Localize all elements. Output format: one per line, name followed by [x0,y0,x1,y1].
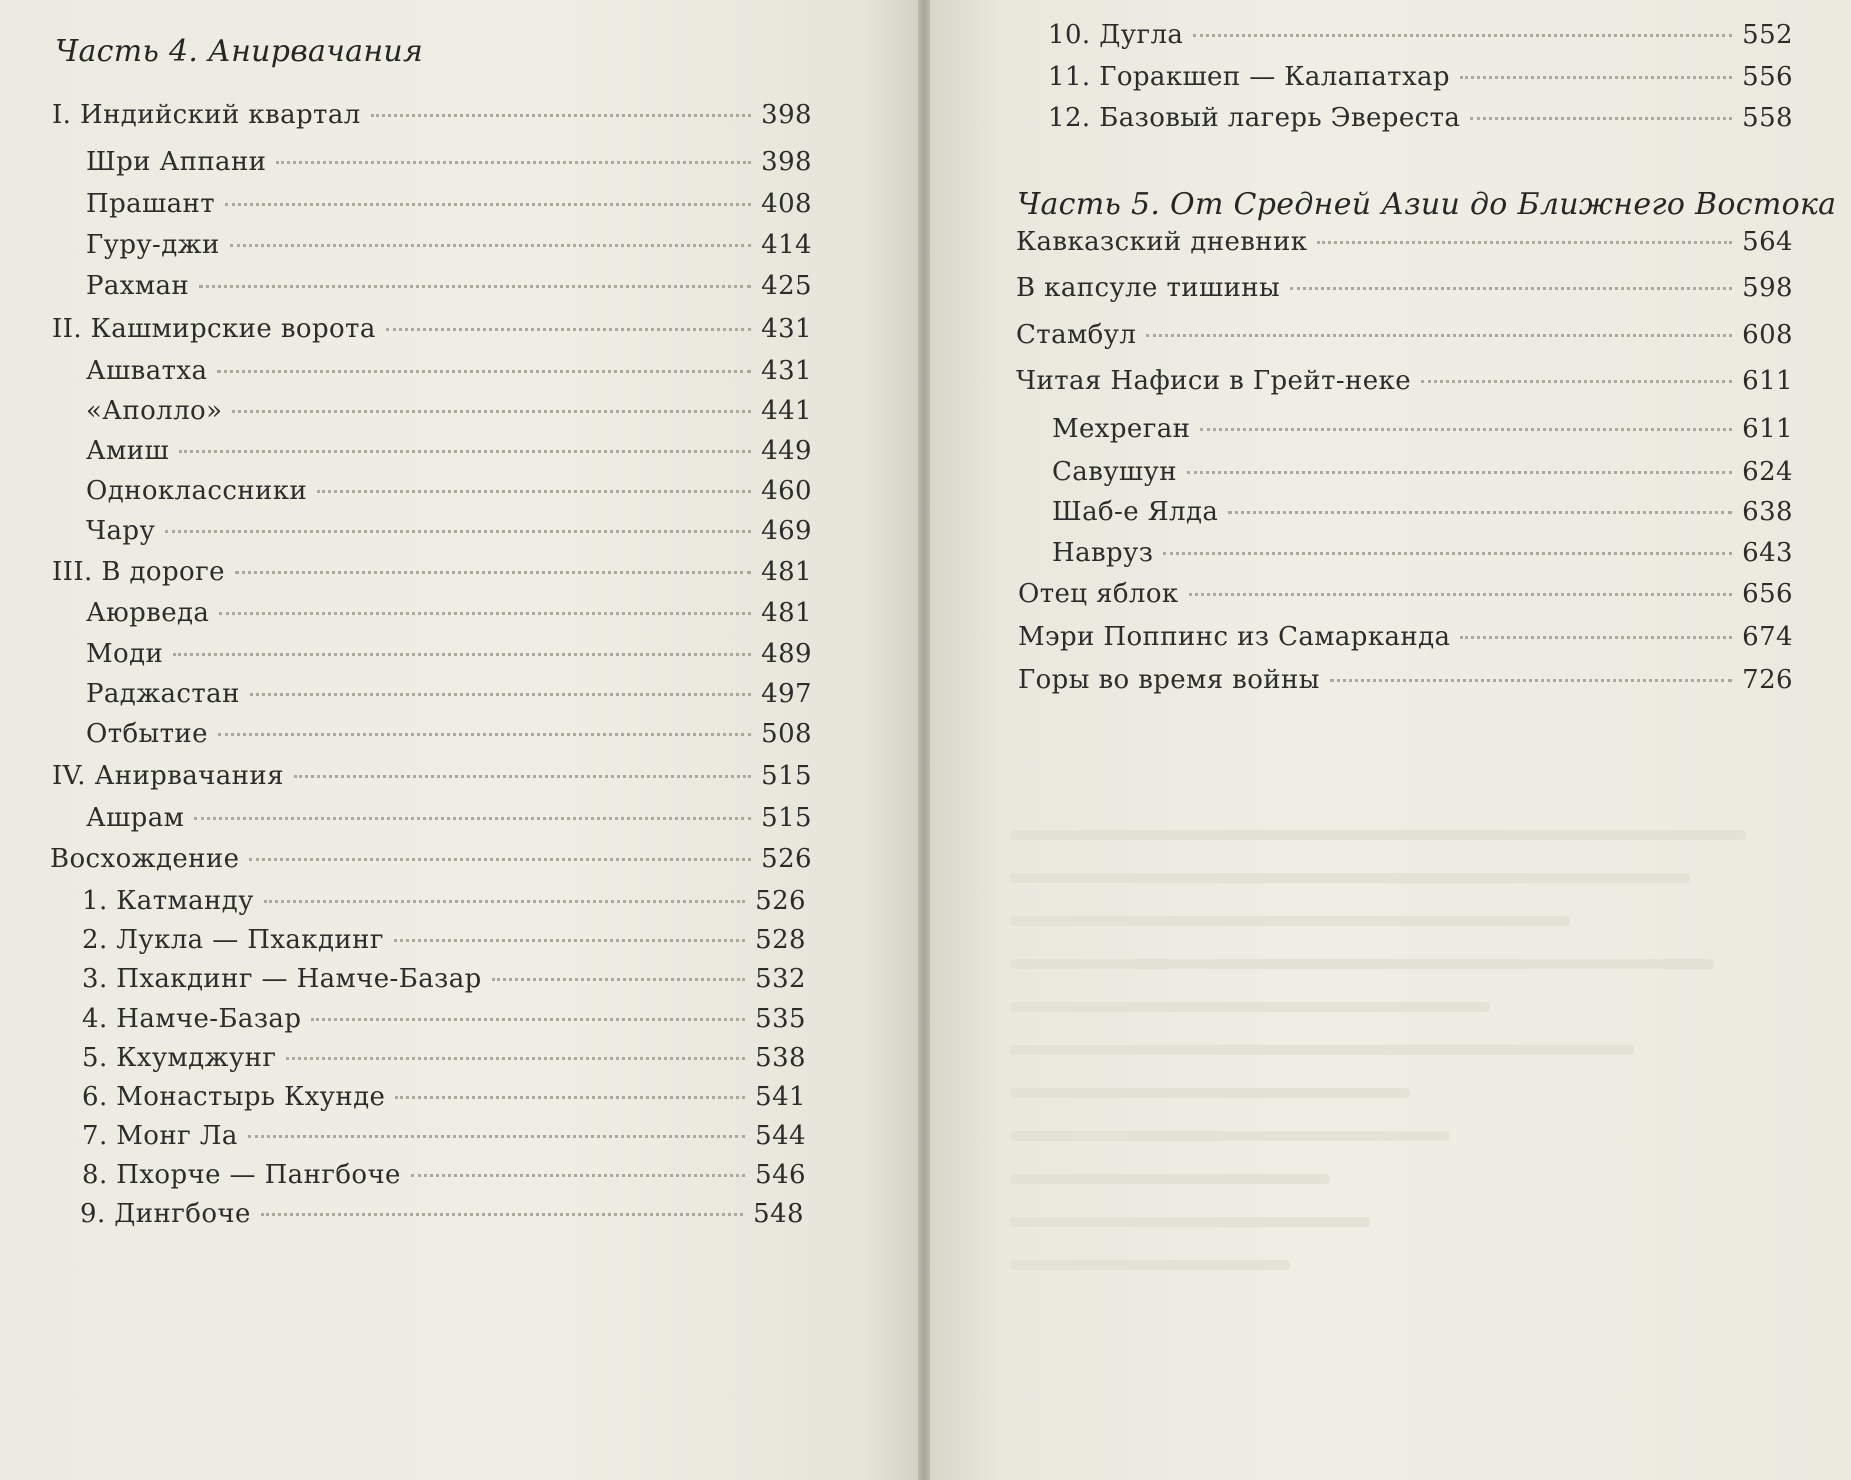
toc-entry-title: Рахман [86,271,190,301]
toc-page-number: 638 [1742,497,1793,527]
toc-entry [86,639,812,669]
toc-page-number: 526 [755,886,806,916]
toc-page-number: 674 [1742,622,1793,652]
toc-entry [52,761,812,791]
toc-entry [1016,273,1793,303]
toc-leader-dots [219,612,751,615]
toc-leader-dots [371,114,752,117]
toc-leader-dots [173,653,751,656]
toc-entry-title: Шри Аппани [86,147,267,177]
toc-entry-title: 10. Дугла [1048,20,1184,50]
toc-leader-dots [411,1174,745,1177]
toc-entry-title: В капсуле тишины [1016,273,1281,303]
toc-leader-dots [261,1213,743,1216]
toc-entry-title: Отец яблок [1018,579,1179,609]
toc-entry-title: Савушун [1052,457,1177,487]
book-gutter [918,0,930,1480]
toc-leader-dots [264,900,745,903]
toc-entry-title: Гуру-джи [86,230,220,260]
toc-leader-dots [248,1135,745,1138]
toc-entry-title: Отбытие [86,719,208,749]
toc-page-number: 726 [1742,665,1793,695]
toc-entry [1016,320,1793,350]
toc-entry [86,516,812,546]
toc-entry [1052,497,1793,527]
toc-page-number: 544 [755,1121,806,1151]
toc-entry [1016,366,1793,396]
toc-page-number: 441 [761,396,812,426]
part-4-heading: Часть 4. Анирвачания [55,34,424,69]
toc-leader-dots [250,693,751,696]
toc-page-number: 508 [761,719,812,749]
toc-entry [86,189,812,219]
toc-leader-dots [179,450,751,453]
toc-page-number: 656 [1742,579,1793,609]
toc-entry [82,1160,806,1190]
toc-entry-title: Горы во время войны [1018,665,1320,695]
toc-page-number: 556 [1742,62,1793,92]
toc-entry-title: Раджастан [86,679,240,709]
toc-entry [82,1004,806,1034]
toc-leader-dots [199,285,751,288]
toc-page-number: 552 [1742,20,1793,50]
toc-leader-dots [394,939,745,942]
toc-leader-dots [286,1057,745,1060]
toc-entry [1052,538,1793,568]
toc-entry [1018,579,1793,609]
toc-page-number: 398 [761,100,812,130]
toc-leader-dots [1189,593,1733,596]
toc-entry [86,436,812,466]
toc-entry-title: Аюрведа [86,598,210,628]
toc-entry-title: 1. Катманду [82,886,254,916]
toc-page-number: 414 [761,230,812,260]
toc-leader-dots [235,571,751,574]
toc-entry [86,230,812,260]
toc-entry-title: 7. Монг Ла [82,1121,238,1151]
toc-entry [82,925,806,955]
toc-entry-title: 12. Базовый лагерь Эвереста [1048,103,1461,133]
toc-leader-dots [217,370,751,373]
toc-entry-title: Одноклассники [86,476,308,506]
toc-entry-title: Навруз [1052,538,1154,568]
toc-entry [86,679,812,709]
toc-entry-title: Шаб-е Ялда [1052,497,1219,527]
toc-leader-dots [1163,552,1732,555]
toc-leader-dots [249,858,751,861]
toc-entry [86,271,812,301]
toc-entry-title: I. Индийский квартал [52,100,361,130]
toc-entry-title: Ашрам [86,803,185,833]
toc-entry [82,1043,806,1073]
toc-leader-dots [317,490,751,493]
toc-entry [82,964,806,994]
toc-leader-dots [1290,287,1732,290]
toc-page-number: 515 [761,761,812,791]
toc-entry-title: Моди [86,639,164,669]
toc-page-number: 497 [761,679,812,709]
toc-page-number: 449 [761,436,812,466]
toc-leader-dots [1460,76,1732,79]
toc-page-number: 469 [761,516,812,546]
toc-page-number: 535 [755,1004,806,1034]
toc-entry [1048,103,1793,133]
toc-leader-dots [218,733,751,736]
toc-entry-title: Мэри Поппинс из Самарканда [1018,622,1451,652]
toc-entry [82,1082,806,1112]
toc-page-number: 541 [755,1082,806,1112]
toc-entry [86,476,812,506]
toc-leader-dots [1421,380,1732,383]
toc-entry-title: 11. Горакшеп — Калапатхар [1048,62,1450,92]
toc-page-number: 608 [1742,320,1793,350]
toc-entry [1052,414,1793,444]
toc-leader-dots [1193,34,1732,37]
toc-leader-dots [395,1096,745,1099]
toc-leader-dots [165,530,751,533]
toc-entry [52,100,812,130]
toc-entry [1048,62,1793,92]
toc-entry [50,844,812,874]
toc-entry-title: Мехреган [1052,414,1191,444]
toc-entry-title: Чару [86,516,156,546]
toc-entry [1048,20,1793,50]
toc-leader-dots [230,244,751,247]
toc-entry [80,1199,804,1229]
toc-leader-dots [194,817,751,820]
toc-entry [1018,622,1793,652]
toc-page-number: 558 [1742,103,1793,133]
toc-entry-title: «Аполло» [86,396,223,426]
toc-entry [82,886,806,916]
toc-entry-title: Кавказский дневник [1016,227,1308,257]
toc-leader-dots [232,410,751,413]
toc-page-number: 643 [1742,538,1793,568]
toc-entry-title: 5. Кхумджунг [82,1043,277,1073]
toc-entry [86,356,812,386]
toc-entry [52,557,812,587]
toc-entry-title: 3. Пхакдинг — Намче-Базар [82,964,482,994]
toc-page-number: 515 [761,803,812,833]
toc-entry [86,803,812,833]
toc-page-number: 489 [761,639,812,669]
toc-entry-title: Амиш [86,436,170,466]
toc-entry [86,396,812,426]
toc-page-number: 481 [761,557,812,587]
toc-entry-title: 2. Лукла — Пхакдинг [82,925,384,955]
toc-leader-dots [311,1018,745,1021]
toc-page-number: 624 [1742,457,1793,487]
toc-page-number: 528 [755,925,806,955]
toc-entry [86,598,812,628]
toc-entry-title: Прашант [86,189,216,219]
toc-page-number: 481 [761,598,812,628]
toc-leader-dots [1470,117,1732,120]
toc-leader-dots [492,978,746,981]
toc-entry-title: Читая Нафиси в Грейт-неке [1016,366,1411,396]
toc-leader-dots [1200,428,1732,431]
toc-page-number: 598 [1742,273,1793,303]
toc-entry-title: III. В дороге [52,557,225,587]
toc-leader-dots [386,328,751,331]
toc-entry-title: 4. Намче-Базар [82,1004,302,1034]
toc-leader-dots [1317,241,1732,244]
toc-entry [82,1121,806,1151]
toc-leader-dots [294,775,751,778]
toc-entry-title: Ашватха [86,356,208,386]
toc-leader-dots [1187,471,1732,474]
toc-entry-title: 8. Пхорче — Пангбоче [82,1160,401,1190]
toc-page-number: 532 [755,964,806,994]
toc-page-number: 548 [753,1199,804,1229]
toc-leader-dots [276,161,751,164]
toc-entry-title: II. Кашмирские ворота [52,314,376,344]
toc-leader-dots [1330,679,1732,682]
toc-page-number: 564 [1742,227,1793,257]
toc-entry [52,314,812,344]
toc-page-number: 431 [761,356,812,386]
toc-entry-title: 9. Дингбоче [80,1199,251,1229]
toc-entry [1016,227,1793,257]
toc-page-number: 546 [755,1160,806,1190]
toc-page-number: 425 [761,271,812,301]
toc-page-number: 460 [761,476,812,506]
toc-leader-dots [1228,511,1732,514]
toc-leader-dots [225,203,751,206]
toc-entry-title: IV. Анирвачания [52,761,284,791]
part-5-heading: Часть 5. От Средней Азии до Ближнего Востока [1017,187,1837,222]
toc-entry-title: 6. Монастырь Кхунде [82,1082,386,1112]
toc-entry [86,719,812,749]
toc-entry [1018,665,1793,695]
toc-page-number: 538 [755,1043,806,1073]
toc-entry-title: Стамбул [1016,320,1137,350]
toc-leader-dots [1146,334,1732,337]
toc-entry-title: Восхождение [50,844,240,874]
toc-page-number: 431 [761,314,812,344]
toc-page-number: 398 [761,147,812,177]
toc-page-number: 611 [1742,414,1793,444]
toc-entry [1052,457,1793,487]
toc-page-number: 526 [761,844,812,874]
toc-page-number: 408 [761,189,812,219]
show-through-text [1010,830,1810,1303]
toc-leader-dots [1460,636,1732,639]
toc-entry [86,147,812,177]
toc-page-number: 611 [1742,366,1793,396]
